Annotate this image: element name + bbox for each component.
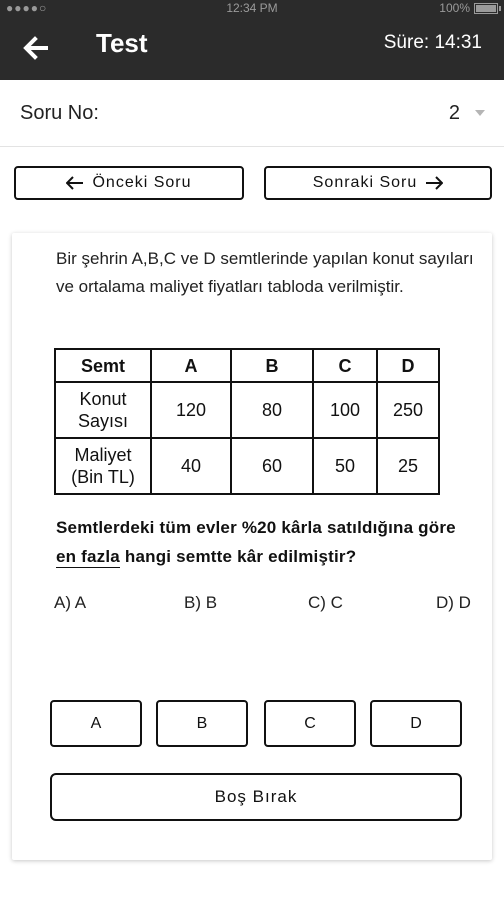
row-label: Maliyet (Bin TL) xyxy=(55,438,151,494)
question-number-value: 2 xyxy=(448,101,460,124)
row-label: Konut Sayısı xyxy=(55,382,151,438)
prompt-text-end: hangi semtte kâr edilmiştir? xyxy=(119,547,357,566)
caret-down-icon xyxy=(474,109,486,117)
prompt-emphasis: en fazla xyxy=(56,547,120,566)
question-number-select[interactable] xyxy=(449,98,486,128)
arrow-right-icon xyxy=(425,176,443,190)
prompt-text: Semtlerdeki tüm evler %20 kârla satıldığına göre xyxy=(56,518,456,537)
question-card xyxy=(12,233,492,860)
table-header: Semt xyxy=(55,349,151,382)
battery-fill xyxy=(476,5,496,12)
table-cell: 40 xyxy=(151,438,231,494)
table-cell: 120 xyxy=(151,382,231,438)
table-header: D xyxy=(377,349,439,382)
previous-question-button[interactable] xyxy=(14,166,244,200)
skip-button[interactable]: Boş Bırak xyxy=(50,773,462,821)
answer-options xyxy=(54,593,480,617)
page-title: Test xyxy=(96,28,148,58)
table-cell: 60 xyxy=(231,438,313,494)
timer: Süre: 14:31 xyxy=(383,32,482,53)
answer-button-b[interactable]: B xyxy=(156,700,248,747)
option-d: D) D xyxy=(436,593,471,612)
question-text: Bir şehrin A,B,C ve D semtlerinde yapılan konut sayıları ve ortalama maliyet fiyatları tabloda verilmiştir. xyxy=(56,249,474,296)
table-header: A xyxy=(151,349,231,382)
table-cell: 25 xyxy=(377,438,439,494)
data-table xyxy=(54,348,440,495)
option-b: B) B xyxy=(184,593,218,612)
previous-question-label: Önceki Soru xyxy=(92,174,192,191)
answer-button-c[interactable]: C xyxy=(264,700,356,747)
battery-indicator xyxy=(439,1,498,15)
option-a: A) A xyxy=(54,593,87,612)
next-question-label: Sonraki Soru xyxy=(312,174,418,191)
app-bar xyxy=(0,16,504,80)
signal-indicator: ●●●●○ xyxy=(6,1,48,15)
option-c: C) C xyxy=(308,593,343,612)
table-row xyxy=(55,382,439,438)
table-cell: 100 xyxy=(313,382,377,438)
back-button[interactable] xyxy=(18,30,54,66)
battery-percent: 100% xyxy=(439,1,470,15)
status-bar xyxy=(0,0,504,16)
table-cell: 50 xyxy=(313,438,377,494)
table-cell: 250 xyxy=(377,382,439,438)
status-time: 12:34 PM xyxy=(226,1,278,15)
answer-button-a[interactable]: A xyxy=(50,700,142,747)
question-number-label: Soru No: xyxy=(20,102,99,124)
question-prompt xyxy=(56,513,486,571)
table-cell: 80 xyxy=(231,382,313,438)
battery-icon xyxy=(474,3,498,14)
arrow-left-icon xyxy=(66,176,84,190)
question-number-row xyxy=(0,80,504,147)
answer-button-d[interactable]: D xyxy=(370,700,462,747)
next-question-button[interactable] xyxy=(264,166,492,200)
arrow-left-icon xyxy=(18,30,54,66)
table-header-row xyxy=(55,349,439,382)
table-header: C xyxy=(313,349,377,382)
table-row xyxy=(55,438,439,494)
table-header: B xyxy=(231,349,313,382)
